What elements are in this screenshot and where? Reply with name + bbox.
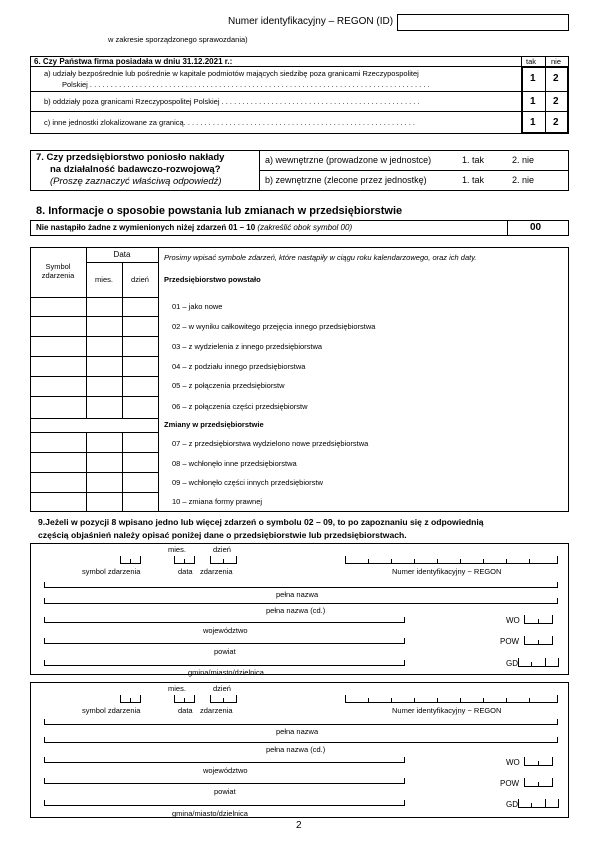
s9-title-l2: częścią objaśnień należy opisać poniżej dane o przedsiębiorstwie lub przedsiębiorstwach.	[38, 530, 407, 540]
s9b1-name-cd-input[interactable]	[44, 603, 557, 604]
s6-row-c: c) inne jednostki zlokalizowane za granicą. . . . . . . . . . . . . . . . . . . . . . . . . . . . . . . . . . . . . . . . . . . . . . . . . . . . . . . .	[44, 118, 415, 127]
col-symbol-l2: zdarzenia	[41, 271, 75, 280]
s9b2-gmina: gmina/miasto/dzielnica	[172, 809, 248, 818]
s9-title-l1: 9.Jeżeli w pozycji 8 wpisano jedno lub więcej zdarzeń o symbolu 02 – 09, to po zapoznaniu się z odpowiednią	[38, 517, 484, 527]
s9b2-pow: POW	[500, 779, 520, 788]
s9b1-gmina: gmina/miasto/dzielnica	[188, 668, 264, 677]
s9b2-dzien: dzień	[213, 684, 231, 693]
s9b2-wo: WO	[506, 758, 520, 767]
s9b2-name-cd: pełna nazwa (cd.)	[266, 745, 326, 754]
s8-none-text: Nie nastąpiło żadne z wymienionych niżej zdarzeń 01 – 10	[36, 223, 256, 232]
col-month: mies.	[95, 275, 113, 284]
s8-created-item-02: 02 – w wyniku całkowitego przejęcia innego przedsiębiorstwa	[172, 322, 376, 331]
s8-changes-heading: Zmiany w przedsiębiorstwie	[164, 420, 264, 429]
s8-change-item-08: 08 – wchłonęło inne przedsiębiorstwa	[172, 459, 297, 468]
s8-created-item-04: 04 – z podziału innego przedsiębiorstwa	[172, 362, 306, 371]
s9b1-woj: województwo	[203, 626, 248, 635]
s7-b-no[interactable]: 2. nie	[512, 175, 535, 185]
col-day: dzień	[131, 275, 149, 284]
s9b1-woj-input[interactable]	[44, 622, 404, 623]
s9b2-powiat-input[interactable]	[44, 783, 404, 784]
s6-row-a-l1: a) udziały bezpośrednie lub pośrednie w kapitale podmiotów mających siedzibę poza granicami Rzeczypospolitej	[44, 69, 419, 78]
regon-label: Numer identyfikacyjny – REGON (ID)	[228, 16, 394, 27]
scope-note: w zakresie sporządzonego sprawozdania)	[108, 35, 248, 44]
s9b2-gmina-input[interactable]	[44, 805, 404, 806]
s6-row-a-l2: Polskiej . . . . . . . . . . . . . . . . . . . . . . . . . . . . . . . . . . . . . . . . . . . . . . . . . . . . . . . . . . . . . . . . . . . . . . . . . . . . . . . . . .	[62, 80, 430, 89]
col-data: Data	[113, 250, 131, 259]
s7-question-l3: (Proszę zaznaczyć właściwą odpowiedź)	[50, 176, 222, 187]
s9b2-mies: mies.	[168, 684, 186, 693]
s8-none-row	[36, 223, 352, 232]
s7-b-label: b) zewnętrzne (zlecone przez jednostkę)	[265, 175, 427, 185]
s7-a-no[interactable]: 2. nie	[512, 155, 535, 165]
s9b1-symbol: symbol zdarzenia	[82, 567, 141, 576]
s8-created-item-01: 01 – jako nowe	[172, 302, 223, 311]
s8-created-item-06: 06 – z połączenia części przedsiębiorstw	[172, 402, 308, 411]
s8-none-note: (zakreślić obok symbol 00)	[257, 223, 353, 232]
s6-row-a-yes[interactable]: 1	[530, 73, 536, 84]
s6-row-b-no[interactable]: 2	[553, 96, 559, 107]
s9b2-zdarzenia: zdarzenia	[200, 706, 233, 715]
s8-change-item-07: 07 – z przedsiębiorstwa wydzielono nowe przedsiębiorstwa	[172, 439, 369, 448]
s9b2-name-input[interactable]	[44, 724, 557, 725]
s9b2-gd-input[interactable]	[518, 807, 558, 808]
s9b1-zdarzenia: zdarzenia	[200, 567, 233, 576]
s8-title: 8. Informacje o sposobie powstania lub zmianach w przedsiębiorstwie	[36, 205, 403, 217]
s6-row-b-yes[interactable]: 1	[530, 96, 536, 107]
s9b1-powiat-input[interactable]	[44, 643, 404, 644]
section-6-title: 6. Czy Państwa firma posiadała w dniu 31.12.2021 r.:	[34, 57, 233, 66]
s7-question-l2: na działalność badawczo-rozwojową?	[50, 164, 221, 175]
col-symbol-l1: Symbol	[45, 262, 71, 271]
col-symbol	[30, 262, 86, 280]
s9b1-pow: POW	[500, 637, 520, 646]
s9b2-data: data	[178, 706, 193, 715]
s9b1-data: data	[178, 567, 193, 576]
s9b1-gd-input[interactable]	[518, 666, 558, 667]
s9b2-woj-input[interactable]	[44, 762, 404, 763]
regon-id-input[interactable]	[397, 14, 569, 31]
s9b2-powiat: powiat	[214, 787, 236, 796]
s9b1-wo: WO	[506, 616, 520, 625]
s9b2-gd: GD	[506, 800, 518, 809]
s7-b-yes[interactable]: 1. tak	[462, 175, 485, 185]
col-no-header: nie	[551, 57, 562, 66]
s8-change-item-09: 09 – wchłonęło części innych przedsiębiorstw	[172, 478, 323, 487]
s9b2-pow-input[interactable]	[524, 786, 552, 787]
s8-change-item-10: 10 – zmiana formy prawnej	[172, 497, 263, 506]
s8-created-heading: Przedsiębiorstwo powstało	[164, 275, 261, 284]
s6-row-c-no[interactable]: 2	[553, 117, 559, 128]
s9b1-gd: GD	[506, 659, 518, 668]
s7-a-label: a) wewnętrzne (prowadzone w jednostce)	[265, 155, 432, 165]
s8-none-code[interactable]: 00	[530, 222, 542, 233]
s9b1-mies: mies.	[168, 545, 186, 554]
s9b2-woj: województwo	[203, 766, 248, 775]
s9b2-name-cd-input[interactable]	[44, 742, 557, 743]
s9b1-powiat: powiat	[214, 647, 236, 656]
s9b1-gmina-input[interactable]	[44, 665, 404, 666]
s9b1-dzien: dzień	[213, 545, 231, 554]
s7-a-yes[interactable]: 1. tak	[462, 155, 485, 165]
s9b2-wo-input[interactable]	[524, 765, 552, 766]
s9b1-pow-input[interactable]	[524, 644, 552, 645]
s9b2-regon: Numer identyfikacyjny − REGON	[392, 706, 502, 715]
col-yes-header: tak	[526, 57, 537, 66]
s9b1-name: pełna nazwa	[276, 590, 319, 599]
s8-created-item-03: 03 – z wydzielenia z innego przedsiębiorstwa	[172, 342, 323, 351]
s9b1-name-input[interactable]	[44, 587, 557, 588]
s6-row-b: b) oddziały poza granicami Rzeczypospolitej Polskiej . . . . . . . . . . . . . . . . . . . . . . . . . . . . . . . . . . . . . . . . . . . . . . . .	[44, 97, 420, 106]
s8-instruction: Prosimy wpisać symbole zdarzeń, które nastąpiły w ciągu roku kalendarzowego, oraz ich daty.	[164, 253, 477, 262]
s9b2-regon-input[interactable]	[345, 702, 557, 703]
page-number: 2	[296, 820, 302, 831]
s9b1-regon: Numer identyfikacyjny − REGON	[392, 567, 502, 576]
s9b1-name-cd: pełna nazwa (cd.)	[266, 606, 326, 615]
s9b2-symbol: symbol zdarzenia	[82, 706, 141, 715]
s9b2-name: pełna nazwa	[276, 727, 319, 736]
s8-created-item-05: 05 – z połączenia przedsiębiorstw	[172, 381, 285, 390]
s6-row-c-yes[interactable]: 1	[530, 117, 536, 128]
s7-question-l1: 7. Czy przedsiębiorstwo poniosło nakłady	[36, 152, 225, 163]
s9b1-regon-input[interactable]	[345, 563, 557, 564]
s6-row-a-no[interactable]: 2	[553, 73, 559, 84]
s9b1-wo-input[interactable]	[524, 623, 552, 624]
